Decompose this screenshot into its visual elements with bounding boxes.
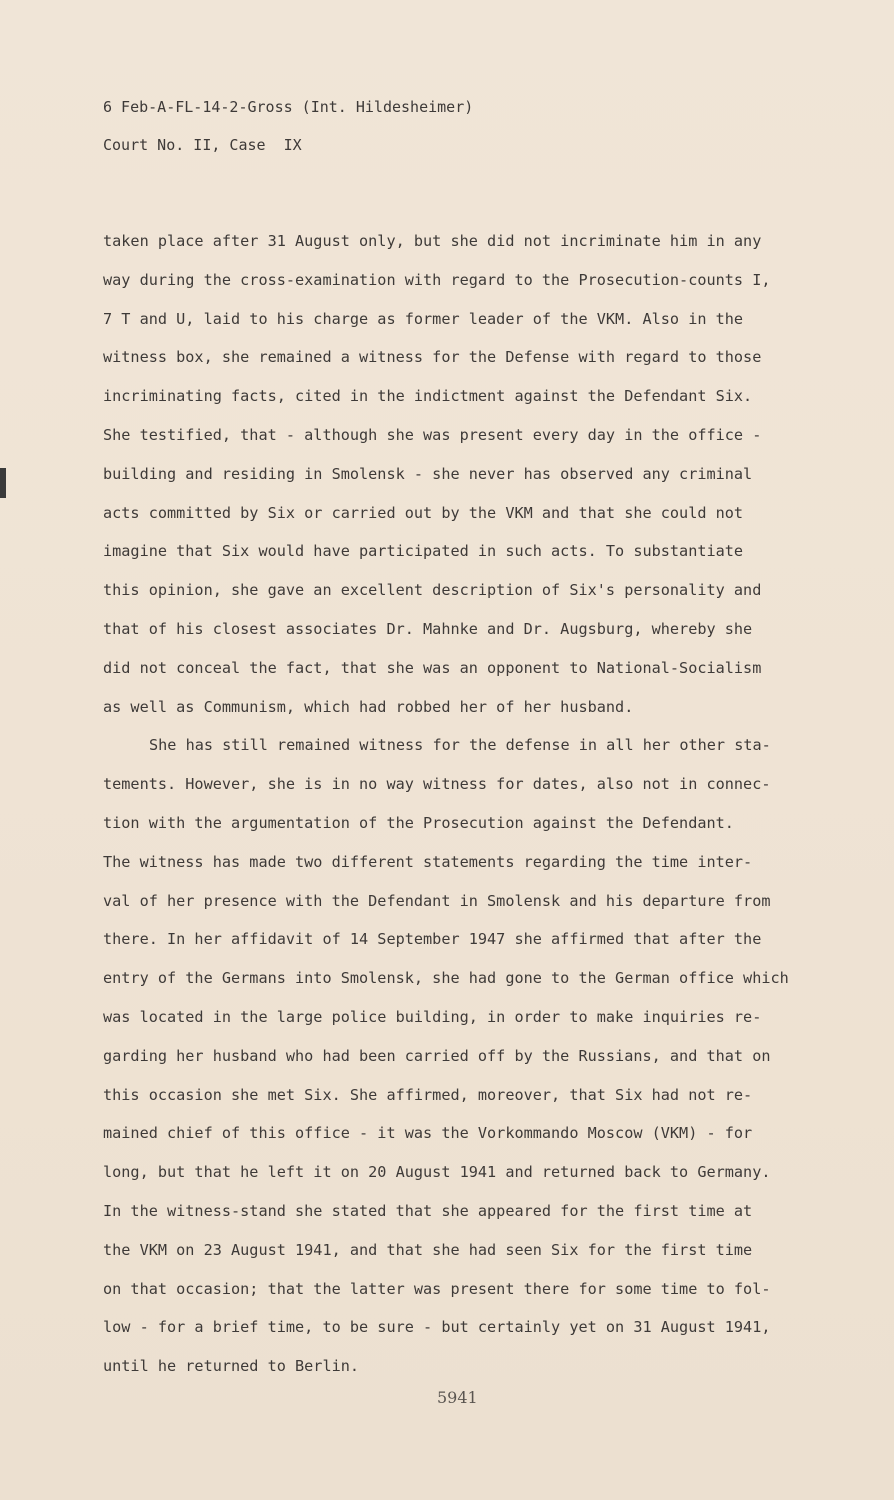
body-line: witness box, she remained a witness for the Defense with regard to those — [103, 348, 762, 367]
body-line: building and residing in Smolensk - she never has observed any criminal — [103, 464, 753, 483]
body-line: She testified, that - although she was present every day in the office - — [103, 425, 762, 444]
body-line: tements. However, she is in no way witness for dates, also not in connec- — [103, 775, 771, 794]
body-line: low - for a brief time, to be sure - but certainly yet on 31 August 1941, — [103, 1318, 771, 1337]
body-line: did not conceal the fact, that she was an opponent to National-Socialism — [103, 658, 762, 677]
scan-edge-mark — [0, 468, 6, 498]
body-text — [103, 228, 843, 1392]
document-reference: 6 Feb-A-FL-14-2-Gross (Int. Hildesheimer) — [103, 98, 474, 116]
paragraph-start-line: She has still remained witness for the defense in all her other sta- — [149, 736, 771, 755]
body-line: on that occasion; that the latter was present there for some time to fol- — [103, 1279, 771, 1298]
page-number: 5941 — [437, 1388, 478, 1407]
body-line: long, but that he left it on 20 August 1941 and returned back to Germany. — [103, 1163, 771, 1182]
body-line: this occasion she met Six. She affirmed, moreover, that Six had not re- — [103, 1085, 753, 1104]
body-line: this opinion, she gave an excellent description of Six's personality and — [103, 581, 762, 600]
body-line: way during the cross-examination with regard to the Prosecution-counts I, — [103, 270, 771, 289]
body-line: the VKM on 23 August 1941, and that she had seen Six for the first time — [103, 1240, 753, 1259]
body-line: mained chief of this office - it was the Vorkommando Moscow (VKM) - for — [103, 1124, 753, 1143]
body-line: In the witness-stand she stated that she appeared for the first time at — [103, 1201, 753, 1220]
body-line: taken place after 31 August only, but she did not incriminate him in any — [103, 232, 762, 250]
body-line: val of her presence with the Defendant in Smolensk and his departure from — [103, 891, 771, 910]
body-line: that of his closest associates Dr. Mahnke and Dr. Augsburg, whereby she — [103, 619, 753, 638]
body-line: 7 T and U, laid to his charge as former leader of the VKM. Also in the — [103, 309, 744, 328]
body-line: incriminating facts, cited in the indictment against the Defendant Six. — [103, 387, 753, 406]
body-line: there. In her affidavit of 14 September 1947 she affirmed that after the — [103, 930, 762, 949]
court-case-line: Court No. II, Case IX — [103, 136, 302, 154]
body-line: entry of the Germans into Smolensk, she had gone to the German office which — [103, 969, 789, 988]
body-line: garding her husband who had been carried off by the Russians, and that on — [103, 1046, 771, 1065]
body-line: The witness has made two different statements regarding the time inter- — [103, 852, 753, 871]
document-header — [103, 96, 473, 156]
body-line: was located in the large police building, in order to make inquiries re- — [103, 1007, 762, 1026]
body-line: acts committed by Six or carried out by the VKM and that she could not — [103, 503, 744, 522]
body-line: until he returned to Berlin. — [103, 1357, 360, 1376]
body-line: as well as Communism, which had robbed her of her husband. — [103, 697, 634, 716]
body-line: tion with the argumentation of the Prosecution against the Defendant. — [103, 813, 734, 832]
body-line: imagine that Six would have participated in such acts. To substantiate — [103, 542, 744, 561]
